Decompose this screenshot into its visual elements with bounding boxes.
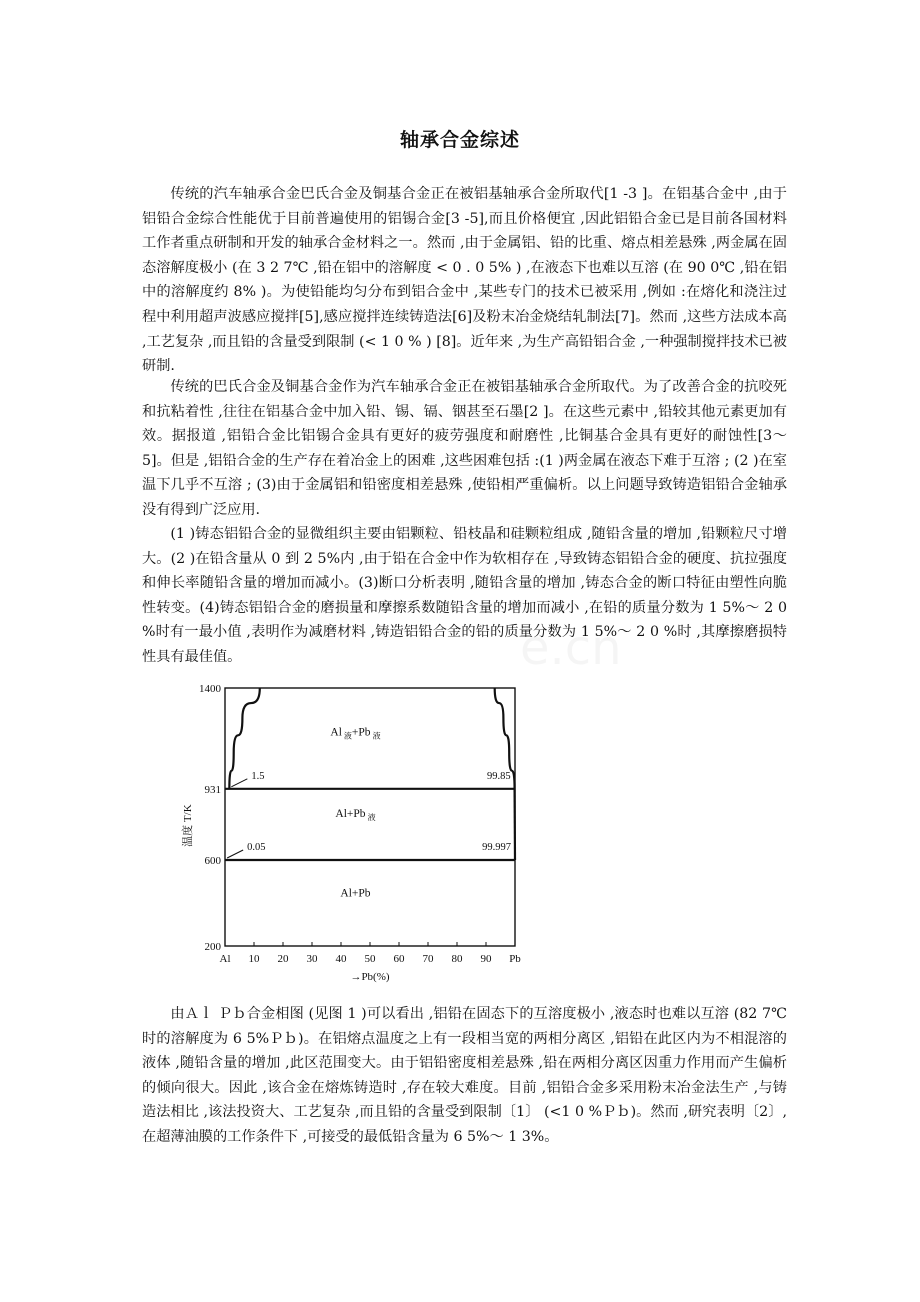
x-tick-label: 60	[393, 953, 405, 965]
y-tick-label: 200	[204, 941, 221, 953]
x-tick-label: 20	[277, 953, 289, 965]
annotation-label-2: 99.85	[486, 770, 511, 782]
x-tick-label: Al	[219, 953, 231, 965]
annotation-label-4: 99.997	[482, 842, 511, 853]
phase-diagram-figure	[170, 676, 540, 996]
annotation-leader	[231, 779, 247, 787]
annotation-label-1: 1.5	[251, 770, 265, 782]
region-label-1: Al $_液$+Pb $_液$	[330, 726, 381, 741]
region-label-2: Al+Pb $_液$	[335, 808, 376, 822]
x-tick-label: 30	[306, 953, 318, 965]
y-tick-label: 600	[204, 855, 221, 867]
watermark	[520, 620, 622, 676]
paragraph-3: (1 )铸态铝铅合金的显微组织主要由铝颗粒、铅枝晶和硅颗粒组成 ,随铅含量的增加 ,铅颗粒尺寸增大。(2 )在铅含量从 0 到 2 5%内 ,由于铅在合金中作为软相存在 ,导致铸态铝铅合金的硬度、抗拉强度和伸长率随铅含量的增加而减小。(3)断口分析表明 ,随铅含量的增加 ,铸态合金的断口特征由塑性向脆性转变。(4)铸态铝铅合金的磨损量和摩擦系数随铅含量的增加而减小 ,在铅的质量分数为 1 5%～ 2 0 %时有一最小值 ,表明作为减磨材料 ,铸造铝铅合金的铅的质量分数为 1 5%～ 2 0 %时 ,其摩擦磨损特性具有最佳值。	[142, 526, 787, 665]
x-tick-label: 80	[451, 953, 463, 965]
paragraph-2: 传统的巴氏合金及铜基合金作为汽车轴承合金正在被铝基轴承合金所取代。为了改善合金的抗咬死和抗粘着性 ,往往在铝基合金中加入铅、锡、镉、铟甚至石墨[2 ]。在这些元素中 ,铅较其他元素更加有效。据报道 ,铝铅合金比铝锡合金具有更好的疲劳强度和耐磨性 ,比铜基合金具有更好的耐蚀性[3～ 5]。但是 ,铝铅合金的生产存在着冶金上的困难 ,这些困难包括 :(1 )两金属在液态下难于互溶 ; (2 )在室温下几乎不互溶 ; (3)由于金属铝和铅密度相差悬殊 ,使铅相严重偏析。以上问题导致铸造铝铅合金轴承没有得到广泛应用.	[142, 379, 787, 518]
region-label-3: Al+Pb	[340, 887, 371, 900]
x-tick-label: 90	[480, 953, 492, 965]
x-tick-label: 40	[335, 953, 347, 965]
y-axis-label: 温度 T/K	[182, 804, 194, 847]
x-tick-label: 50	[364, 953, 376, 965]
annotation-leader	[227, 850, 243, 858]
x-axis-label: →Pb(%)	[350, 971, 390, 983]
phase-diagram-chart	[170, 676, 540, 996]
paragraph-1: 传统的汽车轴承合金巴氏合金及铜基合金正在被铝基轴承合金所取代[1 -3 ]。在铝基合金中 ,由于铝铅合金综合性能优于目前普遍使用的铝锡合金[3 -5],而且价格便宜 ,因此铝铅合金已是目前各国材料工作者重点研制和开发的轴承合金材料之一。然而 ,由于金属铝、铅的比重、熔点相差悬殊 ,两金属在固态溶解度极小 (在 3 2 7℃ ,铅在铝中的溶解度 < 0 . 0 5% ) ,在液态下也难以互溶 (在 90 0℃ ,铅在铝中的溶解度约 8% )。为使铅能均匀分布到铝合金中 ,某些专门的技术已被采用 ,例如 :在熔化和浇注过程中利用超声波感应搅拌[5],感应搅拌连续铸造法[6]及粉末冶金烧结轧制法[7]。然而 ,这些方法成本高 ,工艺复杂 ,而且铅的含量受到限制 (< 1 0 % ) [8]。近年来 ,为生产高铅铝合金 ,一种强制搅拌技术已被研制.	[142, 186, 787, 375]
paragraph-4: 由Ａｌ Ｐｂ合金相图 (见图 1 )可以看出 ,铝铅在固态下的互溶度极小 ,液态时也难以互溶 (82 7℃时的溶解度为 6 5%Ｐｂ)。在铝熔点温度之上有一段相当宽的两相分离区 ,铝铅在此区内为不相混溶的液体 ,随铅含量的增加 ,此区范围变大。由于铝铅密度相差悬殊 ,铅在两相分离区因重力作用而产生偏析的倾向很大。因此 ,该合金在熔炼铸造时 ,存在较大难度。目前 ,铝铅合金多采用粉末冶金法生产 ,与铸造法相比 ,该法投资大、工艺复杂 ,而且铅的含量受到限制〔1〕 (<1 0 %Ｐｂ)。然而 ,研究表明〔2〕,在超薄油膜的工作条件下 ,可接受的最低铅含量为 6 5%～ 1 3%。	[142, 1006, 787, 1145]
x-tick-label: 10	[248, 953, 260, 965]
y-tick-label: 1400	[199, 683, 221, 695]
x-tick-label: 70	[422, 953, 434, 965]
x-tick-label: Pb	[509, 953, 521, 965]
y-tick-label: 931	[204, 783, 221, 796]
annotation-label-3: 0.05	[247, 842, 266, 853]
document-title: 轴承合金综述	[399, 129, 520, 151]
